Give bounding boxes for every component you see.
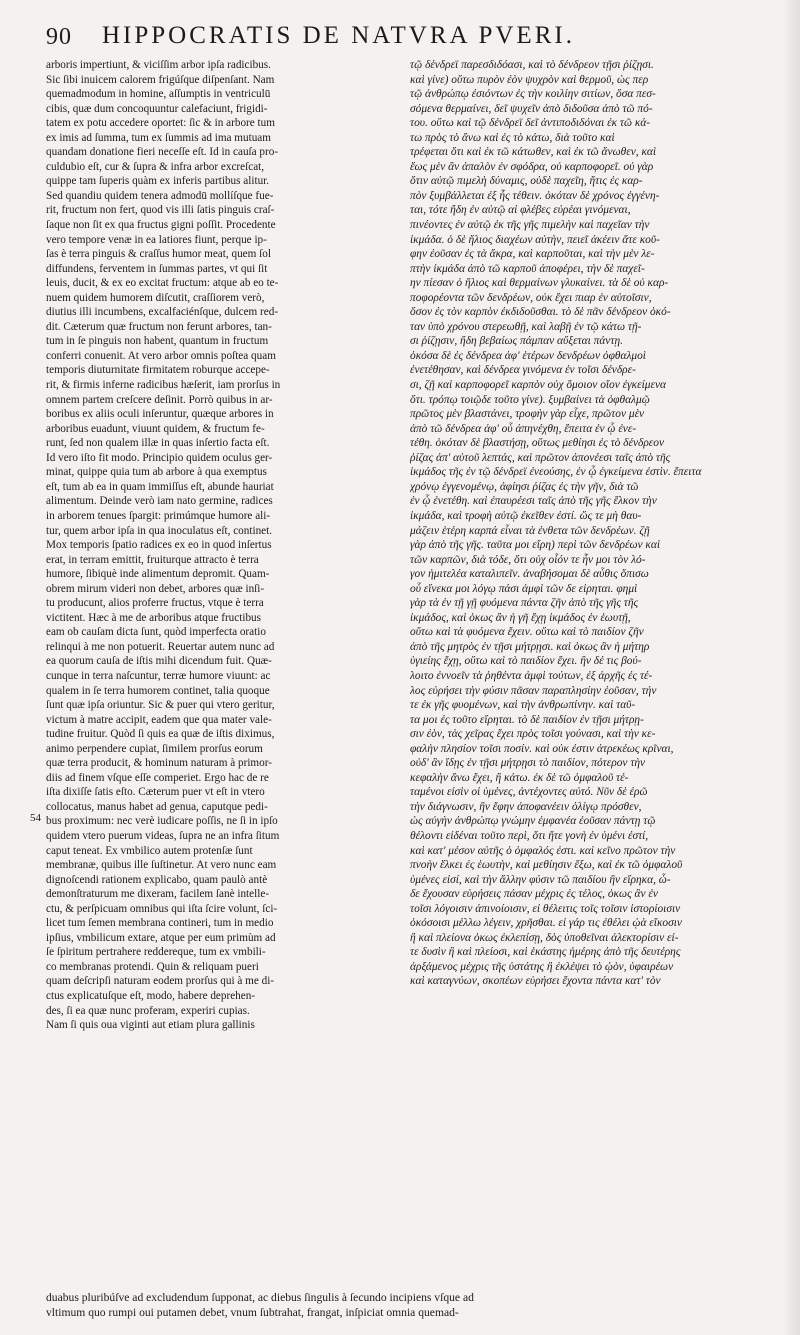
- latin-text-line: conferri conuenit. At vero arbor omnis poſtea quam: [46, 349, 276, 362]
- latin-text-line: minat, quippe quia tum ab arbore à qua exemptus: [46, 466, 267, 479]
- greek-text-line: φην ἐοῦσαν ἐς τὰ ἄκρα, καὶ καρποῦται, καὶ τὴν μὲν λε-: [410, 248, 655, 261]
- greek-text-line: ἀπὸ τῶ δένδρεα ἀφ' οὗ ἀπηνέχθη, ἔπειτα ἐν ᾧ ἐνε-: [410, 422, 637, 435]
- latin-text-line: runt, ſed non qualem illæ in quas inſertio facta eſt.: [46, 437, 270, 450]
- latin-text-line: bus proximum: nec verè iudicare poſſis, ne ſi in ipſo: [46, 815, 278, 828]
- greek-text-line: τῷ ἀνθρώπῳ ἐσιόντων ἐς τὴν κοιλίην σιτίων, ὅσα πεσ-: [410, 88, 656, 101]
- latin-text-line: Mox temporis ſpatio radices ex eo in quod inſertus: [46, 539, 272, 552]
- greek-text-line: ὅσον ἐς τὸν καρπὸν ἐκδιδοῦσθαι. τὸ δὲ πᾶν δένδρεον ὁκό-: [410, 306, 671, 319]
- greek-text-line: πνοὴν ἕλκει ἐς ἑωυτὴν, καὶ μεθίησιν ἔξω, καὶ ἐκ τῶ ὀμφαλοῦ: [410, 859, 683, 872]
- latin-text-line: animo perpendere cupiat, ſimilem prorſus eorum: [46, 742, 263, 755]
- greek-text-line: ἰκμάδα, καὶ τροφὴ αὐτῷ ἐκεῖθεν ἐστί. ὥς τε μὴ θαυ-: [410, 509, 642, 522]
- latin-text-line: ctu, & perſpicuam omnibus qui iſta ſcire volunt, ſci-: [46, 902, 278, 915]
- latin-text-line: vero tempore venæ in ea latiores fiunt, perque ip-: [46, 233, 267, 246]
- latin-text-line: tu producunt, alios proferre fructus, vtque è terra: [46, 597, 264, 610]
- latin-text-line: cibis, quæ dum concoquuntur calefaciunt, frigidi-: [46, 102, 268, 115]
- latin-text-line: ſunt quæ ipſa oriuntur. Sic & puer qui vtero geritur,: [46, 699, 275, 712]
- latin-text-line: dit. Cæterum quæ fructum non ferunt arbores, tan-: [46, 320, 272, 333]
- greek-text-line: οὕτω καὶ τὰ φυόμενα ἔχειν. οὕτω καὶ τὸ παιδίον ζῆν: [410, 626, 644, 639]
- latin-text-line: quippe tam ſuperis quàm ex inferis partibus alitur.: [46, 175, 270, 188]
- greek-text-line: κεφαλὴν ἄνω ἔχει, ἢ κάτω. ἐκ δὲ τῶ ὀμφαλοῦ τέ-: [410, 771, 629, 784]
- latin-text-line: omnem partem creſcere deſinit. Porrò quibus in ar-: [46, 393, 273, 406]
- footer-text-line: duabus pluribúſve ad excludendum ſupponat, ac diebus ſingulis à ſecundo incipiens vſque ad: [46, 1291, 474, 1304]
- greek-text-line: καὶ κατ' μέσον αὐτῆς ὁ ὀμφαλός ἐστι. καὶ κεῖνο πρῶτον τὴν: [410, 844, 676, 857]
- latin-text-line: tur, quem arbor ipſa in qua inoculatus eſt, continet.: [46, 524, 273, 537]
- greek-text-line: πρῶτος μὲν βλαστάνει, τροφὴν γὰρ εἶχε, πρῶτον μὲν: [410, 408, 645, 421]
- page-edge-shadow: [782, 0, 800, 1335]
- greek-text-line: ταν ὑπὸ χρόνου στερεωθῇ, καὶ λαβῇ ἐν τῷ κάτω τῇ-: [410, 320, 642, 333]
- latin-text-line: arboribus euadunt, viuunt quidem, & fructum fe-: [46, 422, 265, 435]
- latin-text-line: obrem mirum videri non debet, arbores quæ inſi-: [46, 582, 265, 595]
- latin-text-line: erat, in terram emittit, fruiturque attracto è terra: [46, 553, 259, 566]
- greek-text-line: πτὴν ἰκμάδα ἀπὸ τῶ καρποῦ ἀποφέρει, τὴν δὲ παχεῖ-: [410, 262, 645, 275]
- latin-text-line: quæ terra producit, & hominum naturam à primor-: [46, 757, 272, 770]
- greek-text-line: σιν ἐὸν, τὰς χεῖρας ἔχει πρὸς τοῖσι γούνασι, καὶ τὴν κε-: [410, 728, 656, 741]
- greek-text-line: ἐνετέθησαν, καὶ δένδρεα γινόμενα ἐν τοῖσι δένδρε-: [410, 364, 636, 377]
- latin-text-line: ctus explicatuſque eſt, modo, habere deprehen-: [46, 990, 256, 1002]
- greek-text-line: θέλοντι εἰδέναι τοῦτο περὶ, ὅτι ἥτε γονὴ ἐν ὑμένι ἐστί,: [410, 829, 649, 842]
- latin-text-line: des, ſi ea quæ nunc proferam, experiri cupias.: [46, 1004, 250, 1017]
- page-number: 90: [46, 24, 72, 50]
- greek-text-line: του. οὕτω καὶ τῷ δένδρεϊ δεῖ ἀντιποδιδόναι ἐκ τῶ κά-: [410, 117, 651, 130]
- margin-note: 54: [30, 812, 41, 824]
- latin-text-line: relinqui à me non potuerit. Reuertar autem nunc ad: [46, 640, 275, 653]
- greek-text-line: ται, τότε ἤδη ἐν αὐτῷ αἱ φλέβες εὐρέαι γινόμεναι,: [410, 204, 631, 217]
- latin-text-line: cunque in terra naſcuntur, terræ humore viuunt: ac: [46, 669, 271, 682]
- latin-text-line: diutius illi incumbens, excalfaciénſque, dulcem red-: [46, 306, 279, 319]
- greek-text-line: τῶν καρπῶν, διὰ τόδε, ὅτι οὐχ οἷόν τε ἦν μοι τὸν λό-: [410, 553, 646, 566]
- latin-text-line: alimentum. Deinde verò iam nato germine, radices: [46, 495, 273, 508]
- latin-text-line: ſe ſpiritum pertrahere reddereque, tum ex vmbili-: [46, 946, 266, 959]
- latin-text-line: nuem quidem humorem diſcutit, craſſiorem verò,: [46, 291, 265, 304]
- latin-text-line: ea quorum cauſa de iſtis mihi dicendum fuit. Quæ-: [46, 655, 272, 668]
- latin-text-line: boribus ex aliis oculi inſeruntur, quæque arbores in: [46, 408, 274, 421]
- latin-text-line: eam ob cauſam dicta ſunt, quòd imperfecta oratio: [46, 626, 266, 639]
- greek-text-line: ὅτιν αὐτῷ πιμελὴ δύναμις, οὐδὲ παχεῖη, ἥτις ἐς καρ-: [410, 175, 643, 188]
- greek-text-line: τω πρὸς τὸ ἄνω καὶ ἐς τὸ κάτω, διὰ τοῦτο καὶ: [410, 131, 615, 144]
- greek-text-line: σι, ζῇ καὶ καρποφορεῖ καρπὸν οὐχ ὅμοιον οἵον ἐγκείμενα: [410, 379, 666, 392]
- greek-text-line: τέθη. ὁκόταν δὲ βλαστήσῃ, οὕτως μεθίησι ἐς τὸ δένδρεον: [410, 437, 665, 450]
- greek-text-line: ἐν ᾧ ἐνετέθη. καὶ ἐπαυρέεσι ταῖς ἀπὸ τῆς γῆς ἕλκον τὴν: [410, 495, 657, 508]
- greek-text-line: ἢ καὶ πλείονα ὁκως ἐκλεπίσῃ, δὸς ὑποθεῖναι ἀλεκτορίσιν εἰ-: [410, 931, 679, 944]
- latin-column: [46, 58, 398, 1033]
- greek-text-line: τὴν διάγνωσιν, ἣν ἔφην ἀποφανέειν ὀλίγῳ πρόσθεν,: [410, 800, 642, 813]
- greek-text-line: τα μοι ἐς τοῦτο εἴρηται. τὸ δὲ παιδίον ἐν τῇσι μήτρῃ-: [410, 713, 644, 726]
- latin-text-line: demonſtraturum me dixeram, facilem ſanè intelle-: [46, 888, 270, 901]
- latin-text-line: quam deſcripſi naturam eodem prorſus qui à me di-: [46, 975, 275, 988]
- greek-text-line: σόμενα θερμαίνει, δεῖ ψυχεῖν ἀπὸ διδοῦσα ἀπὸ τῶ πό-: [410, 102, 653, 115]
- greek-text-line: ἰκμάδος τῆς ἐν τῷ δένδρεϊ ἐνεούσης, ἐν ᾧ ἐγκείμενα ἐστὶν. ἔπειτα: [410, 466, 702, 479]
- greek-text-line: φαλὴν πλησίον τοῖσι ποσίν. καὶ οὐκ ἐστιν ἀτρεκέως κρῖναι,: [410, 742, 674, 755]
- latin-text-line: tatem ex potu accedere oportet: ſic & in arbore tum: [46, 117, 275, 130]
- latin-text-line: ipſius, vmbilicum extare, atque per eum primùm ad: [46, 931, 276, 944]
- latin-text-line: victum à matre accipit, eadem que qua mater vale-: [46, 713, 272, 726]
- latin-text-line: Id vero iſto fit modo. Principio quidem oculus ger-: [46, 451, 273, 464]
- greek-text-line: τρέφεται ὅτι καὶ ἐκ τῶ κάτωθεν, καὶ ἐκ τῶ ἄνωθεν, καὶ: [410, 146, 657, 159]
- greek-text-line: ὑμένες εἰσί, καὶ τὴν ἄλλην φύσιν τῶ παιδίου ἣν εἴρηκα, ὧ-: [410, 873, 671, 886]
- latin-text-line: eſt, tum ab ea in quam immiſſus eſt, abunde hauriat: [46, 480, 274, 493]
- greek-text-line: ὅτι. τρόπῳ τοιῷδε τοῦτο γίνε). ξυμβαίνει τὰ ὀφθαλμῷ: [410, 393, 650, 406]
- greek-text-line: ταμένοι εἰσὶν οἱ ὑμένες, ἀντέχοντες αὐτό. Νῦν δὲ ἐρῶ: [410, 786, 648, 799]
- latin-text-line: licet tum ſemen membrana contineri, tum in medio: [46, 917, 274, 930]
- footer-text-line: vltimum quo rumpi oui putamen debet, vnum ſubtrahat, frangat, inſpiciat omnia quemad-: [46, 1306, 459, 1319]
- greek-column: [410, 58, 786, 989]
- latin-text-line: quidem vtero puerum videas, ſupra ne an infra ſitum: [46, 829, 280, 842]
- greek-text-line: οὗ εἵνεκα μοι λόγῳ πάσι ἀμφὶ τῶν δε εἰρηται. φημὶ: [410, 582, 638, 595]
- greek-text-line: τε ἐκ γῆς φυομένων, καὶ τὴν ἀνθρωπίνην. καὶ ταῦ-: [410, 699, 636, 712]
- greek-text-line: καὶ καταγνύων, σκοπέων εὑρήσει ἔχοντα πάντα κατ' τὸν: [410, 975, 661, 988]
- footer-text: [46, 1290, 786, 1320]
- latin-text-line: iſta dixiſſe ſatis eſto. Cæterum puer vt eſt in vtero: [46, 786, 265, 799]
- greek-text-line: ἕως μὲν ἂν ἁπαλὸν ἐν σφόδρα, οὐ καρποφορεῖ. οὐ γὰρ: [410, 160, 654, 173]
- greek-text-line: μάζειν ἑτέρη καρπά εἶναι τὰ ἐνθετα τῶν δενδρέων. ζῇ: [410, 524, 650, 537]
- greek-text-line: χρόνῳ ἐγγενομένῳ, ἀφίησι ῥίζας ἐς τὴν γῆν, διὰ τῶ: [410, 480, 639, 493]
- greek-text-line: ὑγιείης ἔχῃ, οὕτω καὶ τὸ παιδίον ἔχει. ἢν δέ τις βού-: [410, 655, 642, 668]
- latin-text-line: culdubio eſt, cur & ſupra & infra arbor excreſcat,: [46, 160, 265, 173]
- running-title: HIPPOCRATIS DE NATVRA PVERI.: [102, 22, 575, 49]
- greek-text-line: ἀρξάμενος μέχρις τῆς ὑστάτης ἢ ἐκλέψει τὸ ᾠὸν, ὑφαιρέων: [410, 960, 674, 973]
- greek-text-line: ποφορέοντα τῶν δενδρέων, οὐκ ἔχει πιαρ ἐν αὐτοῖσιν,: [410, 291, 652, 304]
- latin-text-line: leuis, ducit, & ex eo excitat fructum: atque ab eo te-: [46, 277, 279, 290]
- greek-text-line: δε ἔχουσαν εὑρήσεις πάσαν μέχρις ἐς τέλος, ὁκως ἂν ἐν: [410, 888, 658, 901]
- greek-text-line: οὐδ' ἂν ἴδῃς ἐν τῇσι μήτρῃσι τὸ παιδίον, πότερον τὴν: [410, 757, 646, 770]
- page-header: [46, 18, 786, 52]
- greek-text-line: ἰκμάδα. ὁ δὲ ἥλιος διαχέων αὐτὴν, πειεῖ ἀκέειν ἅτε κοῦ-: [410, 233, 660, 246]
- latin-text-line: victitent. Hæc à me de arboribus atque fructibus: [46, 611, 261, 624]
- latin-text-line: caput teneat. Ex vmbilico autem protenſæ ſunt: [46, 844, 253, 857]
- latin-text-line: Nam ſi quis oua viginti aut etiam plura gallinis: [46, 1019, 255, 1032]
- latin-text-line: arboris impertiunt, & viciſſim arbor ipſa radicibus.: [46, 59, 271, 71]
- greek-text-line: γὰρ τὰ ἐν τῇ γῇ φυόμενα πάντα ζῆν ἀπὸ τῆς γῆς τῆς: [410, 597, 639, 610]
- greek-text-line: λοιτο ἐννοεῖν τὰ ῥηθέντα ἀμφὶ τούτων, ἐξ ἀρχῆς ἐς τέ-: [410, 669, 653, 682]
- greek-text-line: πινέοντες ἐν αὐτῷ ἐκ τῆς γῆς πιμελὴν καὶ παχεῖαν τὴν: [410, 219, 650, 232]
- greek-text-line: γον ἡμιτελέα καταλιπεῖν. ἀναβήσομαι δὲ αὖθις ὅπισω: [410, 568, 649, 581]
- greek-text-line: πὸν ξυμβάλλεται ἐξ ἧς τέθειν. ὁκόταν δὲ χρόνος ἐγγένη-: [410, 189, 660, 202]
- latin-text-line: quandam donatione fieri neceſſe eſt. Id in cauſa pro-: [46, 146, 279, 159]
- latin-text-line: tum in ſe pinguis non habent, quantum in fructum: [46, 335, 269, 348]
- latin-text-line: Sic ſibi inuicem calorem frigúſque diſpenſant. Nam: [46, 73, 275, 86]
- latin-text-line: ſaque non ſit ex qua fructus gigni poſſit. Procedente: [46, 219, 276, 232]
- latin-text-line: membranæ, quibus ille ſuſtinetur. At vero nunc eam: [46, 859, 277, 872]
- latin-text-line: quemadmodum in homine, aſſumptis in ventriculū: [46, 88, 271, 101]
- latin-text-line: Sed quandiu quidem tenera admodū mollíſque fue-: [46, 189, 274, 202]
- greek-text-line: σι ῥίζῃσιν, ἤδη βεβαίως πάμπαν αὔξεται πάντῃ.: [410, 335, 623, 348]
- greek-text-line: ὁκόσοισι μέλλω λέγειν, χρῆσθαι. εἰ γάρ τις ἐθέλει ᾠὰ εἴκοσιν: [410, 917, 682, 930]
- greek-text-line: ἀπὸ τῆς μητρὸς ἐν τῇσι μήτρῃσι. καὶ ὁκως ἂν ἡ μήτηρ: [410, 640, 650, 653]
- latin-text-line: co membranas protendi. Quin & reliquam pueri: [46, 960, 259, 973]
- greek-text-line: ὁκόσα δὲ ἐς δένδρεα ἀφ' ἑτέρων δενδρέων ὀφθαλμοὶ: [410, 349, 646, 362]
- greek-text-line: ην πίεσαν ὁ ἥλιος καὶ θερμαίνων γλυκαίνει. τὰ δὲ οὐ καρ-: [410, 277, 669, 290]
- greek-text-line: λος εὑρήσει τὴν φύσιν πᾶσαν παραπλησίην ἐοῦσαν, τήν: [410, 684, 657, 697]
- latin-text-line: tudine fruitur. Quòd ſi quis ea quæ de iſtis diximus,: [46, 728, 275, 741]
- greek-text-line: τε δυσὶν ἢ καὶ πλείοσι, καὶ ἑκάστης ἡμέρης ἀπὸ τῆς δευτέρης: [410, 946, 681, 959]
- greek-text-line: ἰκμάδος, καὶ ὁκως ἂν ἡ γῆ ἔχῃ ἰκμάδος ἐν ἑωυτῇ,: [410, 611, 631, 624]
- latin-text-line: in arborem tenues ſpargit: primúmque humore ali-: [46, 509, 271, 522]
- latin-text-line: temporis diuturnitate firmitatem roburque accepe-: [46, 364, 270, 377]
- latin-text-line: ſas è terra pinguis & craſſus humor meat, quem ſol: [46, 248, 271, 261]
- greek-text-line: καὶ γίνε) οὕτω πυρὸν ἐὸν ψυχρὸν καὶ θερμοῦ, ὡς περ: [410, 73, 649, 86]
- latin-text-line: qualem in ſe terra humorem continet, talia quoque: [46, 684, 270, 697]
- greek-text-line: τοῖσι λόγοισιν ἀπινοίοισιν, εἰ θέλειτις τοῖς τοῖσιν ἱστορίοισιν: [410, 902, 681, 915]
- greek-text-line: ῥίζας ἀπ' αὐτοῦ λεπτάς, καὶ πρῶτον ἀπονέεσι ταῖς ἀπὸ τῆς: [410, 451, 671, 464]
- latin-text-line: diffundens, ferventem in ſummas partes, vt qui ſit: [46, 262, 268, 275]
- greek-text-line: γὰρ ἀπὸ τῆς γῆς. ταῦτα μοι εἴρη) περὶ τῶν δενδρέων καὶ: [410, 539, 661, 552]
- greek-text-line: ὡς αὐγὴν ἀνθρώπῳ γνώμην ἐμφανέα ἐοῦσαν πάντῃ τῷ: [410, 815, 656, 828]
- latin-text-line: rit, fructum non fert, quod vis illi ſatis pinguis craſ-: [46, 204, 275, 217]
- latin-text-line: collocatus, manus habet ad genua, caputque pedi-: [46, 800, 268, 813]
- latin-text-line: rit, & firmis inferne radicibus hæſerit, iam prorſus in: [46, 379, 281, 392]
- latin-text-line: ex imis ad ſumma, tum ex ſummis ad ima mutuam: [46, 131, 271, 144]
- latin-text-line: humore, ſibiquè inde alimentum depromit. Quam-: [46, 568, 270, 581]
- greek-text-line: τῷ δένδρεϊ παρεσδιδόασι, καὶ τὸ δένδρεον τῇσι ῥίζῃσι.: [410, 59, 654, 71]
- latin-text-line: diis ad finem vſque eſſe comperiet. Ergo hac de re: [46, 771, 269, 784]
- latin-text-line: dignoſcendi rationem explicabo, quam paulò antè: [46, 873, 268, 886]
